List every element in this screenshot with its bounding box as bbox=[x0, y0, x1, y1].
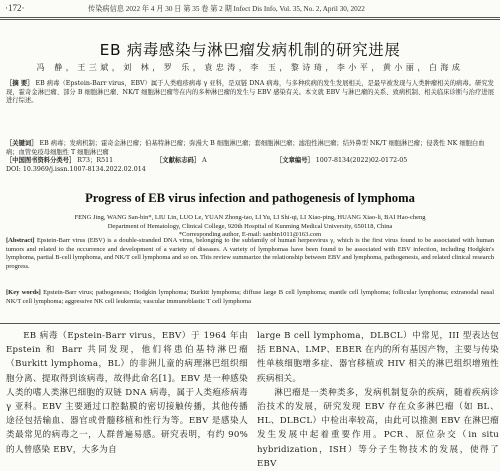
english-authors: FENG Jing, WANG San-bin*, LIU Lin, LUO Le, YUAN Zhong-tao, LI Yu, LI Shi-qi, LI Xiao-ping, HUANG Xiao-li, BAI Hao-cheng bbox=[74, 214, 426, 221]
doc-code-value: A bbox=[202, 157, 207, 165]
chinese-article-info bbox=[6, 140, 494, 174]
body-right-paragraph-1: large B cell lymphoma，DLBCL）中常见，III 型表达包括 EBNA、LMP、EBER 在内的所有基因产物，主要与传染性单核细胞增多症、器官移植或 HIV 相关的淋巴组织增殖性疾病相关。 bbox=[257, 331, 499, 384]
chinese-keywords-text: EB 病毒；发病机制；霍奇金淋巴瘤；伯基特淋巴瘤；弥漫大 B 细胞淋巴瘤；套细胞淋巴瘤；滤泡性淋巴瘤；结外鼻型 NK/T 细胞淋巴瘤；侵袭性 NK 细胞白血病；血管免疫母细胞性 T 细胞淋巴瘤 bbox=[6, 140, 485, 156]
doc-code-label: ［文献标志码］ bbox=[156, 157, 201, 165]
english-title: Progress of EB virus infection and pathogenesis of lymphoma bbox=[85, 191, 415, 205]
chinese-abstract-label: ［摘 要］ bbox=[6, 80, 34, 87]
body-right-paragraph-2: 淋巴瘤是一类种类多，发病机制复杂的疾病，随着疾病诊治技术的发展，研究发现 EBV 存在众多淋巴瘤（如 BL、HL、DLBCL）中检出率较高，由此可以推测 EBV 在淋巴瘤发生发展中起着重要作用。PCR、原位杂交（in situ hybridization，ISH）等分子生物技术的发展，使得了 EBV bbox=[257, 387, 499, 469]
header-rule-top bbox=[0, 17, 500, 18]
english-abstract-text: Epstein-Barr virus (EBV) is a double-stranded DNA virus, belonging to the subfamily of human herpesvirus γ, which is the first virus found to be associated with human tumors and related to the occurrence and development of a variety of diseases. A variety of lymphomas have been found to be associated with EBV infection, including Hodgkin's lymphoma, partial B-cell lymphoma, and NK/T cell lymphoma and so on. This review summarize the relationship between EBV and lymphoma, pathogenesis, and related clinical research progress. bbox=[6, 237, 494, 270]
english-keywords bbox=[6, 289, 494, 306]
classification-row bbox=[6, 157, 494, 166]
english-affiliation: Department of Hematology, Clinical College, 920th Hospital of Kunming Medical University, 650118, China bbox=[107, 222, 393, 230]
chinese-abstract bbox=[6, 80, 494, 106]
chinese-abstract-text: EB 病毒（Epstein-Barr virus，EBV）属于人类疱疹病毒 γ 亚科，是双链 DNA 病毒，与多种疾病的发生发展相关，是最早被发现与人类肿瘤相关的病毒。研究发现，霍奇金淋巴瘤、部分 B 细胞淋巴瘤、NK/T 细胞淋巴瘤等在内的多种淋巴瘤的发生与 EBV 感染有关。本文就 EBV 与淋巴瘤的关系、致病机制、相关临床诊断与治疗进展进行综述。 bbox=[6, 80, 494, 105]
article-number-label: ［文章编号］ bbox=[276, 157, 314, 165]
doi: DOI: 10.3969/j.issn.1007-8134.2022.02.014 bbox=[6, 165, 146, 173]
english-abstract-label: [Abstract] bbox=[6, 237, 35, 244]
corresponding-author: *Corresponding author, E-mail: sanbin1011@163.com bbox=[178, 231, 322, 239]
article-number-value: 1007-8134(2022)02-0172-05 bbox=[315, 157, 408, 165]
chinese-keywords bbox=[6, 140, 494, 157]
header-rule-bottom bbox=[0, 19, 500, 20]
body-left-column: EB 病毒（Epstein-Barr virus，EBV）于 1964 年由 Epstein 和 Barr 共同发现，他们将患伯基特淋巴瘤（Burkitt lymphoma，BL）的非洲儿童的病理淋巴组织细胞分离、提取得到该病毒，故得此命名[1]。EBV 是一种感染人类的嗜人类淋巴细胞的双链 DNA 病毒，属于人类疱疹病毒 γ 亚科。EBV 主要通过口腔黏膜的密切接触传播，其他传播途径包括输血、器官或骨髓移植和性行为等。EBV 是感染人类最常见的病毒之一，人群普遍易感。研究表明，有约 90% 的人曾感染 EBV，大多为自 bbox=[6, 331, 248, 455]
english-abstract bbox=[6, 237, 494, 271]
journal-meta: 传染病信息 2022 年 4 月 30 日 第 35 卷 第 2 期 Infect Dis Info, Vol. 35, No. 2, April 30, 2022 bbox=[88, 5, 365, 13]
chinese-title: EB 病毒感染与淋巴瘤发病机制的研究进展 bbox=[99, 41, 401, 59]
english-keywords-text: Epstein-Barr virus; pathogenesis; Hodgkin lymphoma; Burkitt lymphoma; diffuse large B cell lymphoma; mantle cell lymphoma; follicular lymphoma; extranodal nasal NK/T cell lymphoma; aggressive NK cell leukemia; vascular immunoblastic T cell lymphoma bbox=[6, 289, 495, 305]
running-header bbox=[0, 0, 500, 16]
page-number: ·172· bbox=[5, 3, 25, 13]
body-right-column bbox=[257, 329, 499, 471]
chinese-keywords-label: ［关键词］ bbox=[6, 140, 38, 147]
clc-value: R73；R511 bbox=[77, 157, 114, 165]
english-authors-block bbox=[0, 214, 500, 240]
clc-label: ［中国图书资料分类号］ bbox=[6, 157, 76, 165]
body-separator bbox=[0, 323, 500, 324]
chinese-authors: 冯 静，王三斌，刘 林，罗 乐，袁忠涛，李 玉，黎诗琦，李小平，黄小丽，白海成 bbox=[36, 63, 464, 72]
english-keywords-label: [Key words] bbox=[6, 289, 41, 296]
